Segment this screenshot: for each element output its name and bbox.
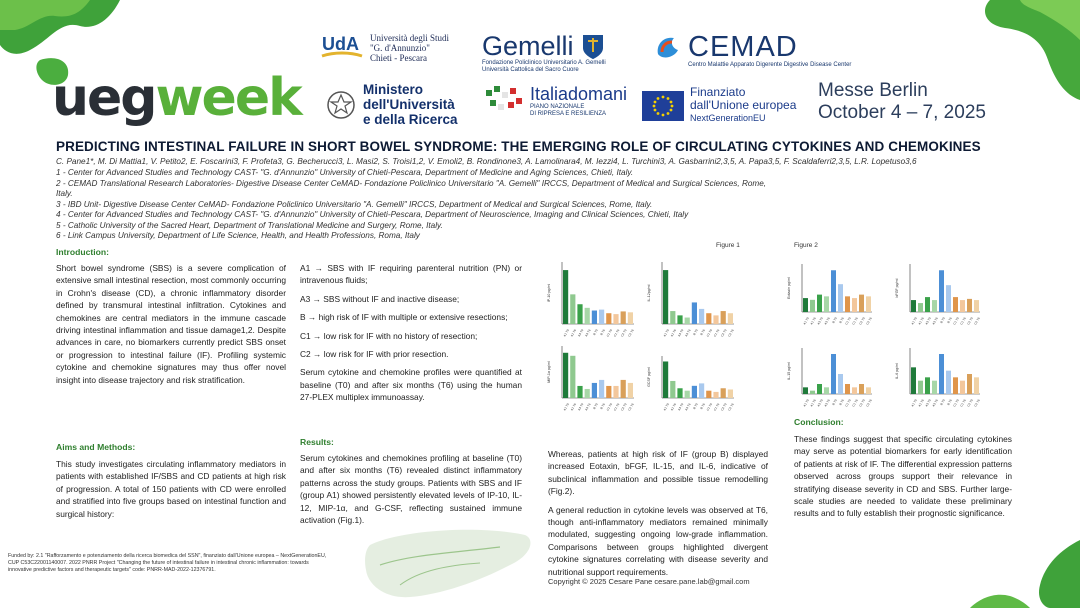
bar [803,298,808,312]
copyright: Copyright © 2025 Cesare Pane cesare.pane.lab@gmail.com [548,577,750,586]
conclusion-heading: Conclusion: [794,417,844,427]
tick-label: C1 T0 [844,316,852,326]
group-a1: A1 → SBS with IF requiring parenteral nutrition (PN) or intravenous fluids; [300,263,522,286]
bar [570,356,575,398]
tick-label: A3 T0 [924,316,932,326]
bar [824,296,829,312]
bar [728,313,733,324]
bar [911,367,916,394]
tick-label: C1 T0 [605,328,614,338]
tick-label: B T0 [592,328,599,336]
cemad-subtitle: Centro Malattie Apparato Digerente Digestive Disease Center [688,62,852,68]
bar [677,315,682,324]
bar [932,381,937,394]
bar [866,296,871,312]
tick-label: C1 T0 [844,398,852,408]
affiliation-1: 1 - Center for Advanced Studies and Technology CAST- "G. d'Annunzio" University of Chieti-Pescara, Department of Medicine and Aging Sciences, Chieti, Italy. [56,168,634,177]
tick-label: C2 T0 [620,402,628,412]
tick-label: C1 T0 [952,316,960,326]
chart-3 [647,356,735,412]
bar [817,295,822,312]
bar [599,310,604,324]
figure1-label: Figure 1 [716,242,740,249]
tick-label: A1 T6 [809,398,817,408]
eu-funding-text: Finanziato dall'Unione europea [690,85,797,112]
bar [845,384,850,394]
tick-label: C2 T0 [966,316,974,326]
tick-label: A3 T0 [924,398,932,408]
bar [570,294,575,324]
cemad-logo [652,32,851,69]
tick-label: A1 T0 [562,402,570,412]
bar [670,381,675,398]
ministero-name: Ministero dell'Università e della Ricerca [363,82,458,127]
tick-label: B T0 [939,316,946,324]
group-b: B → high risk of IF with multiple or extensive resections; [300,312,508,323]
figure2-label: Figure 2 [794,242,818,249]
bar [967,299,972,312]
eu-flag-icon [642,91,684,121]
chart-0 [547,262,635,338]
author-list: C. Pane1*, M. Di Mattia1, V. Petito2, E. Foscarini3, F. Profeta3, G. Becherucci3, L. Masi2, S. Troisi1,2, V. Emoli2, B. Rondinone3, A. Lamolinara4, M. Iezzi4, L. Turchini3, A. Gasbarrini2,3,5, A. Papa3,5, F. Scaldaferri2,3,5, L.R. Lopetuso3,6 [56,157,917,166]
bar [621,380,626,398]
results-continued [548,448,768,584]
bar [577,386,582,398]
chart-2 [547,346,635,412]
aims-heading: Aims and Methods: [56,442,136,452]
bar [713,392,718,398]
tick-label: C1 T0 [952,398,960,408]
tick-label: A1 T0 [802,398,810,408]
ueg-week-logo: uegweek [52,68,301,128]
bar [721,311,726,324]
tick-label: C2 T6 [865,316,873,326]
tick-label: A1 T6 [917,398,925,408]
liver-illustration [360,525,540,605]
eu-funding-logo [642,86,796,125]
bar [692,302,697,324]
gemelli-subtitle: Fondazione Policlinico Universitario A. Gemelli Università Cattolica del Sacro Cuore [482,60,606,73]
intro-heading: Introduction: [56,247,109,257]
eu-nextgen: NextGenerationEU [690,113,766,123]
tick-label: C1 T6 [612,328,621,338]
tick-label: A3 T6 [931,316,939,326]
bar [663,361,668,398]
chart-4 [787,264,873,326]
bar [810,300,815,312]
italia-domani-name: Italiadomani [530,83,628,104]
bar [838,284,843,312]
y-axis-label: IP-10 pg/ml [547,283,551,303]
bar [563,353,568,398]
tick-label: C2 T6 [973,316,981,326]
italia-domani-mark-icon [484,84,524,118]
svg-text:UdA: UdA [322,34,359,54]
bar [692,386,697,398]
bar [585,389,590,398]
tick-label: C2 T0 [858,398,866,408]
tick-label: A3 T0 [816,316,824,326]
event-venue [818,80,986,124]
tick-label: B T6 [946,398,953,406]
y-axis-label: IL-15 pg/ml [787,362,791,380]
decor-bottom-right [950,530,1080,608]
gemelli-name: Gemelli [482,31,574,61]
affiliations [56,168,1036,242]
affiliation-2-cont: Italy. [56,189,73,198]
bar [706,313,711,324]
tick-label: C1 T6 [851,398,859,408]
tick-label: A3 T6 [931,398,939,408]
bar [606,313,611,324]
bar [817,384,822,394]
bar [824,387,829,394]
tick-label: B T6 [599,402,606,410]
results-group-b-text: Whereas, patients at high risk of IF (group B) displayed increased Eotaxin, bFGF, IL-15, and IL-6, indicative of subclinical inflammation and possible tissue remodelling (Fig.2). [548,449,768,497]
bar [585,308,590,324]
bar [810,391,815,394]
results-heading: Results: [300,437,334,447]
tick-label: B T0 [939,398,946,406]
tick-label: A3 T6 [684,328,692,338]
tick-label: A3 T6 [584,402,592,412]
bar [911,300,916,312]
tick-label: A3 T0 [576,328,585,338]
bar [577,304,582,324]
italia-domani-logo [484,84,627,118]
tick-label: C1 T0 [705,402,714,412]
y-axis-label: Eotaxin pg/ml [787,277,791,299]
tick-label: C2 T6 [727,402,735,412]
tick-label: B T0 [692,328,699,336]
tick-label: A1 T0 [910,316,918,326]
bar [606,386,611,398]
bar [859,295,864,312]
tick-label: B T6 [699,328,706,336]
bar [918,303,923,312]
tick-label: C2 T6 [627,328,635,338]
tick-label: A1 T6 [569,328,578,338]
bar [953,377,958,394]
y-axis-label: IL-6 pg/ml [895,363,899,379]
bar [925,297,930,312]
chart-5 [895,264,981,326]
bar [677,388,682,398]
italian-emblem-icon [325,87,357,123]
tick-label: A1 T6 [669,402,678,412]
ministero-logo [325,82,458,127]
venue-name: Messe Berlin [818,80,928,101]
figure1-charts [540,250,780,425]
figure2-charts [780,250,1010,410]
conclusion-text: These findings suggest that specific circulating cytokines may serve as potential biomarkers for early identification of patients at risk of IF. The differential expression patterns observed across groups support their relevance in stratifying disease severity in CD and SBS. Further large-scale studies are needed to validate these preliminary results and to fully establish their prognostic significance. [794,434,1012,519]
aims-text: This study investigates circulating inflammatory mediators in patients with established IF/SBS and CD patients at high risk of progression. A total of 150 patients with CD were enrolled and stratified into five groups based on intestinal function and surgical history: [56,459,286,519]
intro-text: Short bowel syndrome (SBS) is a severe complication of extensive small intestinal resection, most commonly occurring in Crohn's disease (CD), a chronic inflammatory disorder defined by transmural intestinal infiltration. Cytokines and chemokines are central mediators in the immune cascade driving intestinal inflammation and tissue damage1,2. Despite advances in care, no biomarkers currently predict SBS onset or progression to intestinal failure (IF). Profiling systemic cytokine and chemokine signatures may thus offer novel insight into disease trajectory and risk stratification. [56,263,286,385]
serum-text: Serum cytokine and chemokine profiles were quantified at baseline (T0) and after six months (T6) using the human 27-PLEX multiplex immunoassay. [300,367,522,403]
bar [831,354,836,394]
y-axis-label: bFGF pg/ml [895,278,899,298]
bar [685,391,690,398]
bar [939,270,944,312]
y-axis-label: IL-12pg/ml [647,284,651,302]
bar [932,300,937,312]
group-c1: C1 → low risk for IF with no history of resection; [300,330,478,341]
event-dates: October 4 – 7, 2025 [818,102,986,123]
chart-7 [895,348,981,408]
bar [728,389,733,398]
tick-label: B T0 [831,398,838,406]
y-axis-label: GCSF pg/ml [647,367,651,387]
bar [663,270,668,324]
bar [925,377,930,394]
bar [939,354,944,394]
tick-label: C2 T6 [865,398,873,408]
cemad-name: CEMAD [688,31,798,63]
uda-mark-icon [320,30,364,66]
tick-label: C2 T6 [727,328,735,338]
bar [974,377,979,394]
affiliation-4: 4 - Center for Advanced Studies and Technology CAST- "G. d'Annunzio" University of Chieti-Pescara, Department of Neuroscience, Imaging and Clinical Sciences, Chieti, Italy [56,210,689,219]
tick-label: A3 T6 [823,398,831,408]
chart-6 [787,348,873,408]
chart-1 [647,262,735,338]
bar [613,386,618,398]
funding-note: Funded by: 2.1 "Rafforzamento e potenziamento della ricerca biomedica del SSN", finanziato dall'Unione europea – NextGenerationEU, CUP C53C22001140007. 2022 PNRR Project "Changing the future of intestinal failure in intestinal chronic inflammation: towards innovative predictive factors and therapeutic targets" code: PNRR-MAD-2022-12376791. [8,553,327,573]
bar [852,387,857,394]
gemelli-crest-icon [580,32,606,60]
tick-label: B T6 [946,316,953,324]
tick-label: C2 T0 [720,328,728,338]
tick-label: A1 T6 [809,316,817,326]
groups-list [300,262,522,410]
tick-label: A1 T6 [669,328,678,338]
tick-label: B T0 [831,316,838,324]
group-a3: A3 → SBS without IF and inactive disease; [300,293,460,304]
tick-label: C2 T0 [858,316,866,326]
tick-label: B T6 [599,328,606,336]
poster-title: PREDICTING INTESTINAL FAILURE IN SHORT BOWEL SYNDROME: THE EMERGING ROLE OF CIRCULATING CYTOKINES AND CHEMOKINES [56,139,981,154]
tick-label: C1 T6 [959,398,967,408]
bar [592,383,597,398]
group-c2: C2 → low risk for IF with prior resection. [300,349,449,360]
tick-label: A3 T6 [823,316,831,326]
bar [563,270,568,324]
bar [803,387,808,394]
bar [946,285,951,312]
cemad-mark-icon [652,32,682,62]
bar [628,312,633,324]
bar [628,383,633,398]
bar [953,297,958,312]
tick-label: A3 T0 [576,402,585,412]
tick-label: A3 T0 [676,402,685,412]
bar [960,300,965,312]
tick-label: C1 T6 [712,402,721,412]
tick-label: A1 T0 [910,398,918,408]
bar [918,381,923,394]
tick-label: A3 T6 [584,328,592,338]
uda-logo [320,30,449,66]
italia-domani-subtitle: PIANO NAZIONALE DI RIPRESA E RESILIENZA [530,103,607,117]
tick-label: A3 T0 [676,328,685,338]
affiliation-3: 3 - IBD Unit- Digestive Disease Center CeMAD- Fondazione Policlinico Universitario "A. Gemelli" IRCCS, Department of Medical and Surgical Sciences, Rome, Italy. [56,199,653,209]
bar [699,383,704,398]
tick-label: C2 T0 [720,402,728,412]
tick-label: A1 T0 [562,328,570,338]
bar [592,311,597,324]
tick-label: C1 T6 [712,328,721,338]
tick-label: C1 T6 [959,316,967,326]
bar [946,371,951,394]
bar [974,300,979,312]
results-t6-text: A general reduction in cytokine levels was observed at T6, though anti-inflammatory mediators remained minimally modulated, suggesting ongoing low-grade inflammation. Comparisons between groups highlighted divergent cytokine signatures correlating with disease severity and nutritional support requirements. [548,504,768,577]
tick-label: B T6 [699,402,706,410]
bar [706,391,711,398]
bar [960,381,965,394]
tick-label: C1 T6 [851,316,859,326]
tick-label: A1 T0 [662,402,670,412]
tick-label: C2 T0 [966,398,974,408]
y-axis-label: MIP-1α pg/ml [547,361,551,383]
bar [713,315,718,324]
bar [845,296,850,312]
tick-label: A3 T6 [684,402,692,412]
bar [613,314,618,324]
tick-label: B T0 [692,402,699,410]
bar [721,388,726,398]
affiliation-6: 6 - Link Campus University, Department of Life Science, Health, and Health Professions, Roma, Italy [56,231,420,240]
bar [685,318,690,324]
results-text: Serum cytokines and chemokines profiling at baseline (T0) and after six months (T6) revealed distinct inflammatory patterns across the study groups. Patients with SBS and IF (group A1) showed persistently elevated levels of IP-10, IL-12, MIP-1α, and G-CSF, reflecting sustained immune activation (Fig.1). [300,453,522,526]
bar [831,270,836,312]
bar [967,374,972,394]
tick-label: A1 T6 [569,402,578,412]
bar [838,374,843,394]
tick-label: C2 T0 [620,328,628,338]
tick-label: C1 T0 [605,402,614,412]
bar [621,311,626,324]
affiliation-5: 5 - Catholic University of the Sacred Heart, Department of Translational Medicine and Surgery, Rome, Italy. [56,220,443,230]
tick-label: A1 T0 [662,328,670,338]
bar [670,311,675,324]
bar [852,298,857,312]
bar [599,380,604,398]
bar [866,387,871,394]
tick-label: C2 T6 [627,402,635,412]
bar [699,309,704,324]
tick-label: C1 T6 [612,402,621,412]
tick-label: A1 T6 [917,316,925,326]
bar [859,384,864,394]
uda-name: Università degli Studi "G. d'Annunzio" Chieti - Pescara [370,33,449,63]
tick-label: C1 T0 [705,328,714,338]
tick-label: C2 T6 [973,398,981,408]
gemelli-logo [482,32,606,74]
tick-label: B T6 [838,398,845,406]
tick-label: A1 T0 [802,316,810,326]
affiliation-2: 2 - CEMAD Translational Research Laboratories- Digestive Disease Center CeMAD- Fondazione Policlinico Universitario "A. Gemelli" IRCCS, Department of Medical and Surgical Sciences, Rome, [56,178,767,188]
tick-label: B T0 [592,402,599,410]
tick-label: A3 T0 [816,398,824,408]
tick-label: B T6 [838,316,845,324]
